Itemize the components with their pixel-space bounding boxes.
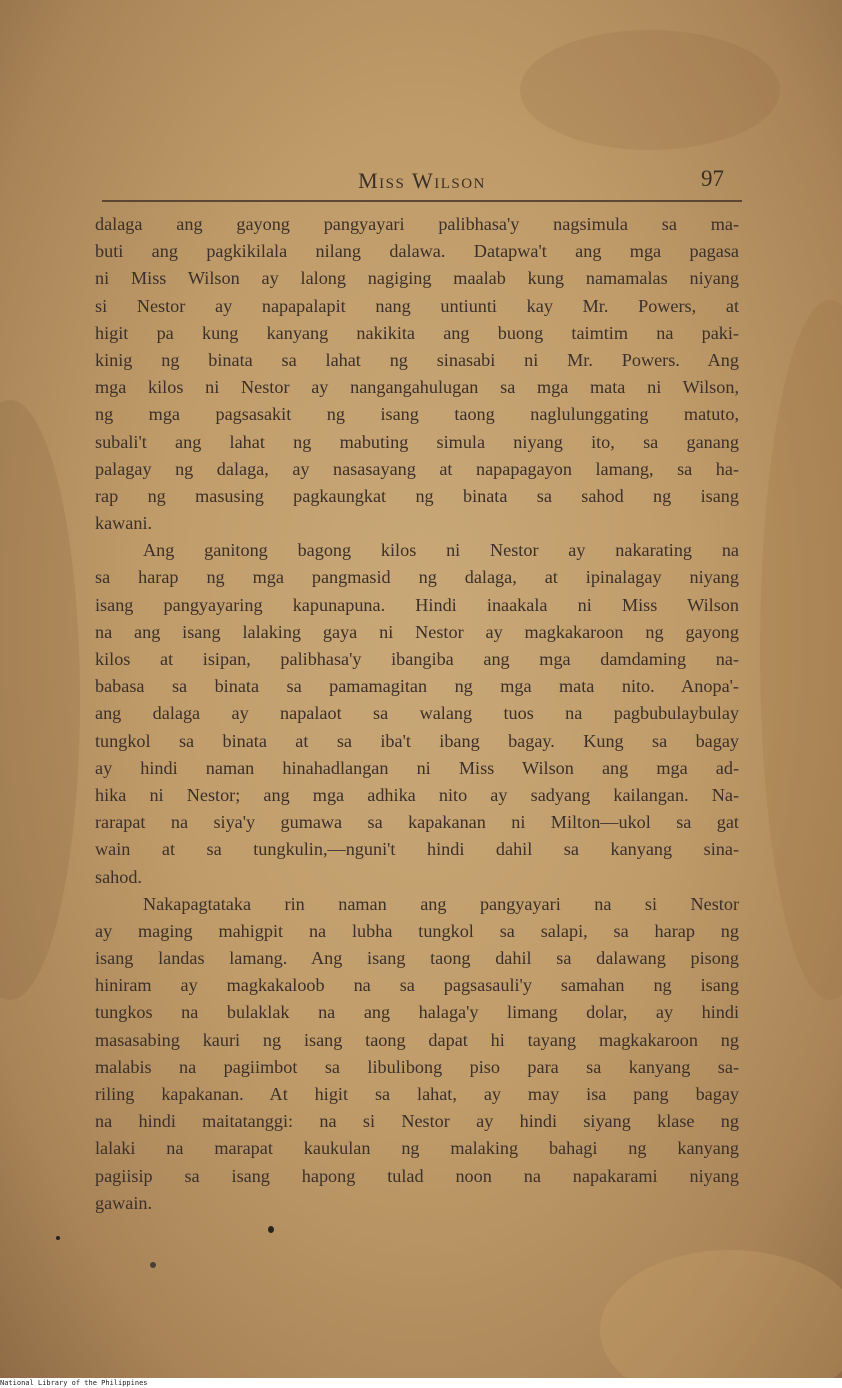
ink-spot — [56, 1236, 60, 1240]
text-line: si Nestor ay napapalapit nang untiunti kay Mr. Powers, at — [95, 295, 739, 316]
text-line: mga kilos ni Nestor ay nangangahulugan sa mga mata ni Wilson, — [95, 377, 739, 398]
paper-stain — [760, 300, 842, 1000]
text-line: masasabing kauri ng isang taong dapat hi tayang magkakaroon ng — [95, 1029, 739, 1050]
text-line: lalaki na marapat kaukulan ng malaking bahagi ng kanyang — [95, 1138, 739, 1159]
text-line: kilos at isipan, palibhasa'y ibangiba ang mga damdaming na- — [95, 649, 739, 669]
text-line: Nakapagtataka rin naman ang pangyayari na si Nestor — [143, 893, 739, 914]
text-line: rap ng masusing pagkaungkat ng binata sa sahod ng isang — [95, 485, 739, 506]
text-line: na hindi maitatanggi: na si Nestor ay hindi siyang klase ng — [95, 1111, 739, 1132]
text-line: isang pangyayaring kapunapuna. Hindi inaakala ni Miss Wilson — [95, 594, 739, 615]
library-credit: National Library of the Philippines — [0, 1379, 148, 1387]
paragraph — [95, 537, 739, 890]
text-line: malabis na pagiimbot sa libulibong piso para sa kanyang sa- — [95, 1056, 739, 1077]
paper-stain — [520, 30, 780, 150]
ink-spot — [150, 1262, 156, 1268]
page-header — [102, 163, 742, 203]
text-line: sahod. — [95, 866, 142, 887]
text-line: tungkol sa binata at sa iba't ibang bagay. Kung sa bagay — [95, 730, 739, 751]
text-line: tungkos na bulaklak na ang halaga'y limang dolar, ay hindi — [95, 1002, 739, 1023]
paragraph — [95, 211, 739, 537]
text-line: ng mga pagsasakit ng isang taong naglulunggating matuto, — [95, 404, 739, 425]
text-line: na ang isang lalaking gaya ni Nestor ay magkakaroon ng gayong — [95, 621, 739, 642]
paragraph — [95, 891, 739, 1217]
text-line: kinig ng binata sa lahat ng sinasabi ni Mr. Powers. Ang — [95, 349, 739, 370]
text-line: Ang ganitong bagong kilos ni Nestor ay nakarating na — [143, 540, 739, 561]
header-rule — [102, 200, 742, 202]
paper-stain — [600, 1250, 842, 1378]
paper-stain — [0, 400, 80, 1000]
text-line: palagay ng dalaga, ay nasasayang at napapagayon lamang, sa ha- — [95, 458, 739, 479]
text-line: higit pa kung kanyang nakikita ang buong taimtim na paki- — [95, 322, 739, 343]
text-line: gawain. — [95, 1192, 153, 1213]
body-text — [95, 211, 739, 1217]
text-line: dalaga ang gayong pangyayari palibhasa'y nagsimula sa ma- — [95, 214, 739, 234]
text-line: riling kapakanan. At higit sa lahat, ay may isa pang bagay — [95, 1084, 739, 1104]
text-line: buti ang pagkikilala nilang dalawa. Datapwa't ang mga pagasa — [95, 241, 739, 262]
text-line: isang landas lamang. Ang isang taong dahil sa dalawang pisong — [95, 948, 739, 969]
text-line: ay maging mahigpit na lubha tungkol sa salapi, sa harap ng — [95, 920, 739, 941]
text-line: hiniram ay magkakaloob na sa pagsasauli'y samahan ng isang — [95, 975, 739, 996]
ink-spot — [268, 1226, 274, 1233]
text-line: kawani. — [95, 513, 153, 534]
text-line: sa harap ng mga pangmasid ng dalaga, at ipinalagay niyang — [95, 567, 739, 588]
text-line: babasa sa binata sa pamamagitan ng mga mata nito. Anopa'- — [95, 676, 739, 697]
text-line: rarapat na siya'y gumawa sa kapakanan ni Milton—ukol sa gat — [95, 812, 739, 833]
page-number: 97 — [701, 166, 724, 191]
text-line: ni Miss Wilson ay lalong nagiging maalab kung namamalas niyang — [95, 268, 739, 289]
text-line: ang dalaga ay napalaot sa walang tuos na pagbubulaybulay — [95, 703, 739, 724]
text-line: pagiisip sa isang hapong tulad noon na napakarami niyang — [95, 1165, 739, 1186]
text-line: hika ni Nestor; ang mga adhika nito ay sadyang kailangan. Na- — [95, 784, 739, 805]
running-title: Miss Wilson — [358, 168, 486, 193]
text-line: subali't ang lahat ng mabuting simula niyang ito, sa ganang — [95, 431, 739, 452]
text-line: wain at sa tungkulin,—nguni't hindi dahil sa kanyang sina- — [95, 839, 739, 860]
text-line: ay hindi naman hinahadlangan ni Miss Wilson ang mga ad- — [95, 757, 739, 778]
